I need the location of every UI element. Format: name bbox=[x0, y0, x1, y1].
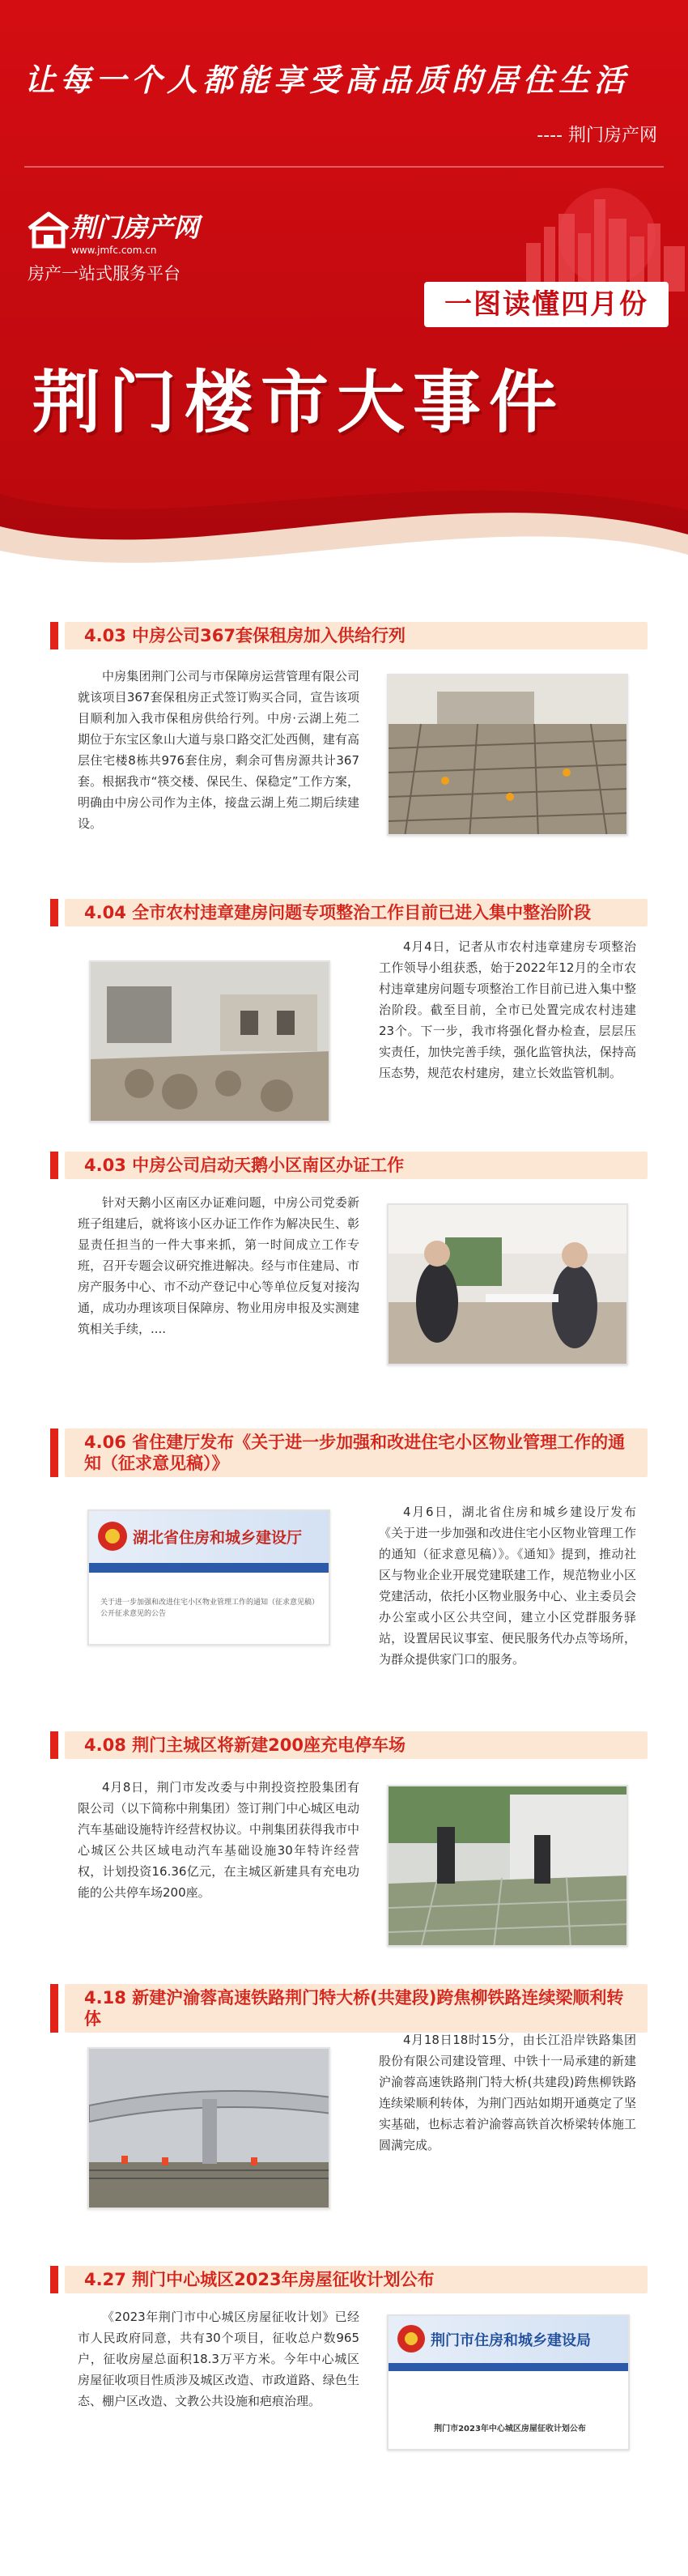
section-heading bbox=[65, 1984, 648, 2033]
notice-caption: 关于进一步加强和改进住宅小区物业管理工作的通知（征求意见稿）公开征求意见的公告 bbox=[100, 1599, 320, 1618]
bridge-photo bbox=[87, 2047, 330, 2209]
event-section bbox=[0, 899, 688, 1134]
section-title: 4.06 省住建厅发布《关于进一步加强和改进住宅小区物业管理工作的通知（征求意见稿）》 bbox=[84, 1433, 626, 1473]
source-credit: ---- 荆门房产网 bbox=[537, 126, 657, 146]
divider bbox=[24, 166, 664, 168]
event-section bbox=[0, 622, 688, 881]
section-heading bbox=[65, 1731, 648, 1759]
section-text: 中房集团荆门公司与市保障房运营管理有限公司就该项目367套保租房正式签订购买合同，宣告该项目顺利加入我市保租房供给行列。中房·云湖上苑二期位于东宝区象山大道与泉口路交汇处西侧，建有高层住宅楼8栋共976套住房，剩余可售房源共计367套。根据我市“筷交楼、保民生、保稳定”工作方案，明确由中房公司作为主体，接盘云湖上苑二期后续建设。 bbox=[78, 669, 359, 831]
section-title: 4.27 荆门中心城区2023年房屋征收计划公布 bbox=[84, 2270, 435, 2289]
logo-subtitle: 房产一站式服务平台 bbox=[28, 264, 180, 283]
emblem-icon bbox=[97, 1521, 128, 1552]
content-area bbox=[0, 591, 688, 2576]
notice-header: 荆门市住房和城乡建设局 bbox=[431, 2332, 591, 2349]
event-section bbox=[0, 1984, 688, 2243]
notice-nav bbox=[89, 1563, 330, 1573]
section-heading bbox=[65, 899, 648, 926]
event-section bbox=[0, 2266, 688, 2557]
header-banner bbox=[0, 0, 688, 591]
logo-url: www.jmfc.com.cn bbox=[71, 245, 157, 256]
city-skyline-graphic bbox=[445, 186, 688, 292]
section-title: 4.04 全市农村违章建房问题专项整治工作目前已进入集中整治阶段 bbox=[84, 903, 592, 922]
section-heading bbox=[65, 622, 648, 649]
section-heading bbox=[65, 2266, 648, 2293]
meeting-photo bbox=[387, 1203, 628, 1365]
section-title: 4.03 中房公司启动天鹅小区南区办证工作 bbox=[84, 1156, 405, 1175]
wave-decoration bbox=[0, 421, 688, 591]
site-logo[interactable] bbox=[23, 202, 225, 292]
section-heading bbox=[65, 1429, 648, 1477]
notice-nav bbox=[389, 2363, 630, 2371]
notice-screenshot bbox=[87, 1509, 330, 1646]
section-text: 《2023年荆门市中心城区房屋征收计划》已经市人民政府同意，共有30个项目，征收总户数965户，征收房屋总面积18.3万平方米。今年中心城区房屋征收项目性质涉及城区改造、市政道路、绿色生态、棚户区改造、文教公共设施和疤痕治理。 bbox=[78, 2310, 359, 2408]
section-title: 4.18 新建沪渝蓉高速铁路荆门特大桥(共建段)跨焦柳铁路连续梁顺利转体 bbox=[84, 1988, 624, 2029]
logo-name: 荆门房产网 bbox=[70, 212, 200, 243]
section-text: 针对天鹅小区南区办证难问题，中房公司党委新班子组建后，就将该小区办证工作作为解决民生、彰显责任担当的一件大事来抓，第一时间成立工作专班，召开专题会议研究推进解决。经与市住建局、市房产服务中心、市不动产登记中心等单位反复对接沟通，成功办理该项目保障房、物业用房申报及实测建筑相关手续，.... bbox=[78, 1195, 359, 1336]
event-section bbox=[0, 1152, 688, 1411]
notice-banner bbox=[89, 1511, 330, 1563]
section-heading bbox=[65, 1152, 648, 1179]
charging-station-photo bbox=[387, 1785, 628, 1947]
event-section bbox=[0, 1731, 688, 1982]
house-logo-icon bbox=[26, 209, 71, 249]
section-text: 4月4日，记者从市农村违章建房专项整治工作领导小组获悉，始于2022年12月的全市农村违章建房问题专项整治工作目前已进入集中整治阶段。截至目前，全市已处置完成农村违建23个。下一步，我市将强化督办检查，层层压实责任，加快完善手续，强化监管执法，保持高压态势，规范农村建房，建立长效监管机制。 bbox=[379, 939, 636, 1080]
construction-site-photo bbox=[387, 674, 628, 836]
notice-caption: 荆门市2023年中心城区房屋征收计划公布 bbox=[434, 2425, 586, 2433]
section-text: 4月18日18时15分，由长江沿岸铁路集团股份有限公司建设管理、中铁十一局承建的新建沪渝蓉高速铁路荆门特大桥(共建段)跨焦柳铁路连续梁顺利转体，为荆门西站如期开通奠定了坚实基础，也标志着沪渝蓉高铁首次桥梁转体施工圆满完成。 bbox=[379, 2033, 636, 2152]
emblem-icon bbox=[397, 2324, 426, 2353]
notice-header: 湖北省住房和城乡建设厅 bbox=[133, 1529, 303, 1547]
page-title: 荆门楼市大事件 bbox=[32, 363, 566, 442]
notice-screenshot bbox=[387, 2314, 630, 2450]
section-text: 4月6日，湖北省住房和城乡建设厅发布《关于进一步加强和改进住宅小区物业管理工作的通知（征求意见稿）》。《通知》提到，推动社区与物业企业开展党建联建工作，规范物业小区党建活动，依托小区物业服务中心、业主委员会办公室或小区公共空间，建立小区党群服务驿站，设置居民议事室、便民服务代办点等场所，为群众提供家门口的服务。 bbox=[379, 1505, 636, 1667]
section-title: 4.08 荆门主城区将新建200座充电停车场 bbox=[84, 1735, 406, 1755]
notice-banner bbox=[389, 2316, 630, 2363]
demolition-photo bbox=[89, 960, 330, 1122]
section-title: 4.03 中房公司367套保租房加入供给行列 bbox=[84, 626, 406, 645]
event-section bbox=[0, 1429, 688, 1720]
slogan: 让每一个人都能享受高品质的居住生活 bbox=[24, 62, 631, 98]
month-badge: 一图读懂四月份 bbox=[424, 282, 669, 327]
section-text: 4月8日，荆门市发改委与中荆投资控股集团有限公司（以下简称中荆集团）签订荆门中心城区电动汽车基础设施特许经营权协议。中荆集团获得我市中心城区公共区域电动汽车基础设施30年特许经营权，计划投资16.36亿元，在主城区新建具有充电功能的公共停车场200座。 bbox=[78, 1780, 359, 1900]
